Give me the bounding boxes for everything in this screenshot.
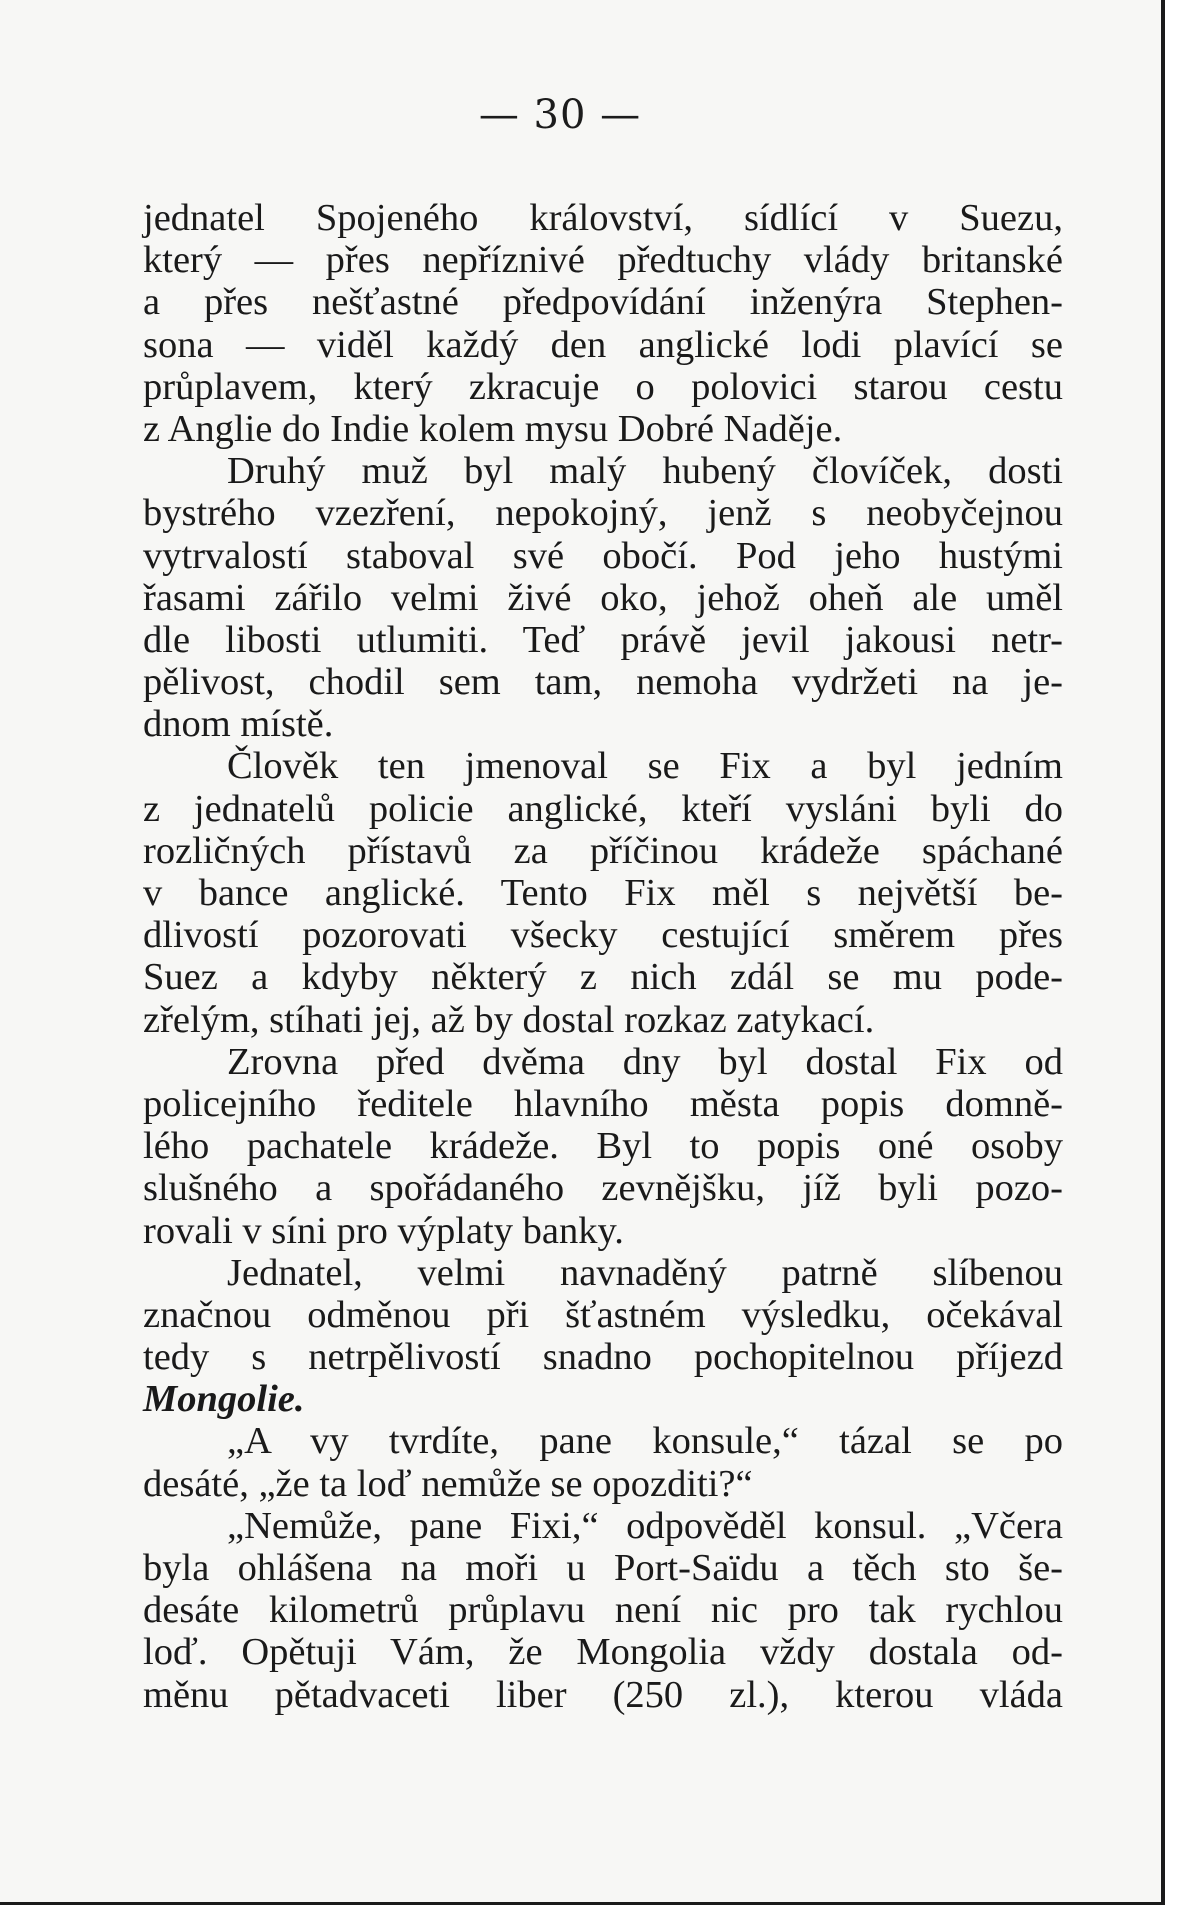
text-line: lého pachatele krádeže. Byl to popis oné osoby xyxy=(143,1125,1063,1168)
text-line: bystrého vzezření, nepokojný, jenž s neobyčejnou xyxy=(143,492,1063,535)
text-line: v bance anglické. Tento Fix měl s největší be- xyxy=(143,872,1063,914)
italic-ship-name: Mongolie. xyxy=(143,1378,305,1421)
page-edge xyxy=(1165,0,1177,1915)
text-line: tedy s netrpělivostí snadno pochopitelnou příjezd xyxy=(143,1336,1063,1379)
text-line: značnou odměnou při šťastném výsledku, očekával xyxy=(143,1293,1063,1336)
text-line: slušného a spořádaného zevnějšku, jíž byli pozo- xyxy=(143,1167,1063,1210)
text-line: desáté, „že ta loď nemůže se opozditi?“ xyxy=(143,1462,753,1505)
text-line: „A vy tvrdíte, pane konsule,“ tázal se po xyxy=(227,1420,1063,1463)
text-line: sona — viděl každý den anglické lodi plavící se xyxy=(143,323,1063,366)
text-line: desáte kilometrů průplavu není nic pro tak rychlou xyxy=(143,1589,1063,1632)
text-line: vytrvalostí staboval své obočí. Pod jeho hustými xyxy=(143,534,1063,577)
text-line: Zrovna před dvěma dny byl dostal Fix od xyxy=(227,1040,1063,1083)
body-text xyxy=(143,197,1063,1716)
page-number: — 30 — xyxy=(478,92,642,138)
text-line: řasami zářilo velmi živé oko, jehož oheň ale uměl xyxy=(143,576,1063,619)
text-line: policejního ředitele hlavního města popis domně- xyxy=(143,1082,1063,1125)
text-line: loď. Opětuji Vám, že Mongolia vždy dostala od- xyxy=(143,1631,1063,1674)
text-line: Druhý muž byl malý hubený človíček, dosti xyxy=(227,450,1063,493)
text-line: zřelým, stíhati jej, až by dostal rozkaz zatykací. xyxy=(143,998,875,1041)
text-line: dle libosti utlumiti. Teď právě jevil jakousi netr- xyxy=(143,618,1063,661)
text-line-italic xyxy=(143,1378,1063,1420)
text-line: Jednatel, velmi navnaděný patrně slíbenou xyxy=(227,1251,1063,1294)
text-line: měnu pětadvaceti liber (250 zl.), kterou vláda xyxy=(143,1673,1063,1716)
text-line: z Anglie do Indie kolem mysu Dobré Naděje. xyxy=(143,407,843,450)
text-line: který — přes nepříznivé předtuchy vlády britanské xyxy=(143,239,1063,282)
text-line: a přes nešťastné předpovídání inženýra Stephen- xyxy=(143,281,1063,324)
text-line: Člověk ten jmenoval se Fix a byl jedním xyxy=(227,745,1063,788)
text-line: rovali v síni pro výplaty banky. xyxy=(143,1209,624,1252)
text-line: „Nemůže, pane Fixi,“ odpověděl konsul. „Včera xyxy=(227,1504,1063,1547)
text-line: z jednatelů policie anglické, kteří vysláni byli do xyxy=(143,787,1063,830)
text-line: průplavem, který zkracuje o polovici starou cestu xyxy=(143,365,1063,408)
text-line: dlivostí pozorovati všecky cestující směrem přes xyxy=(143,914,1063,957)
text-line: byla ohlášena na moři u Port-Saïdu a těch sto še- xyxy=(143,1547,1063,1589)
text-line: rozličných přístavů za příčinou krádeže spáchané xyxy=(143,829,1063,872)
text-line: jednatel Spojeného království, sídlící v Suezu, xyxy=(143,197,1063,239)
text-line: dnom místě. xyxy=(143,703,334,746)
text-line: Suez a kdyby některý z nich zdál se mu pode- xyxy=(143,956,1063,999)
text-line: pělivost, chodil sem tam, nemoha vydržeti na je- xyxy=(143,661,1063,704)
